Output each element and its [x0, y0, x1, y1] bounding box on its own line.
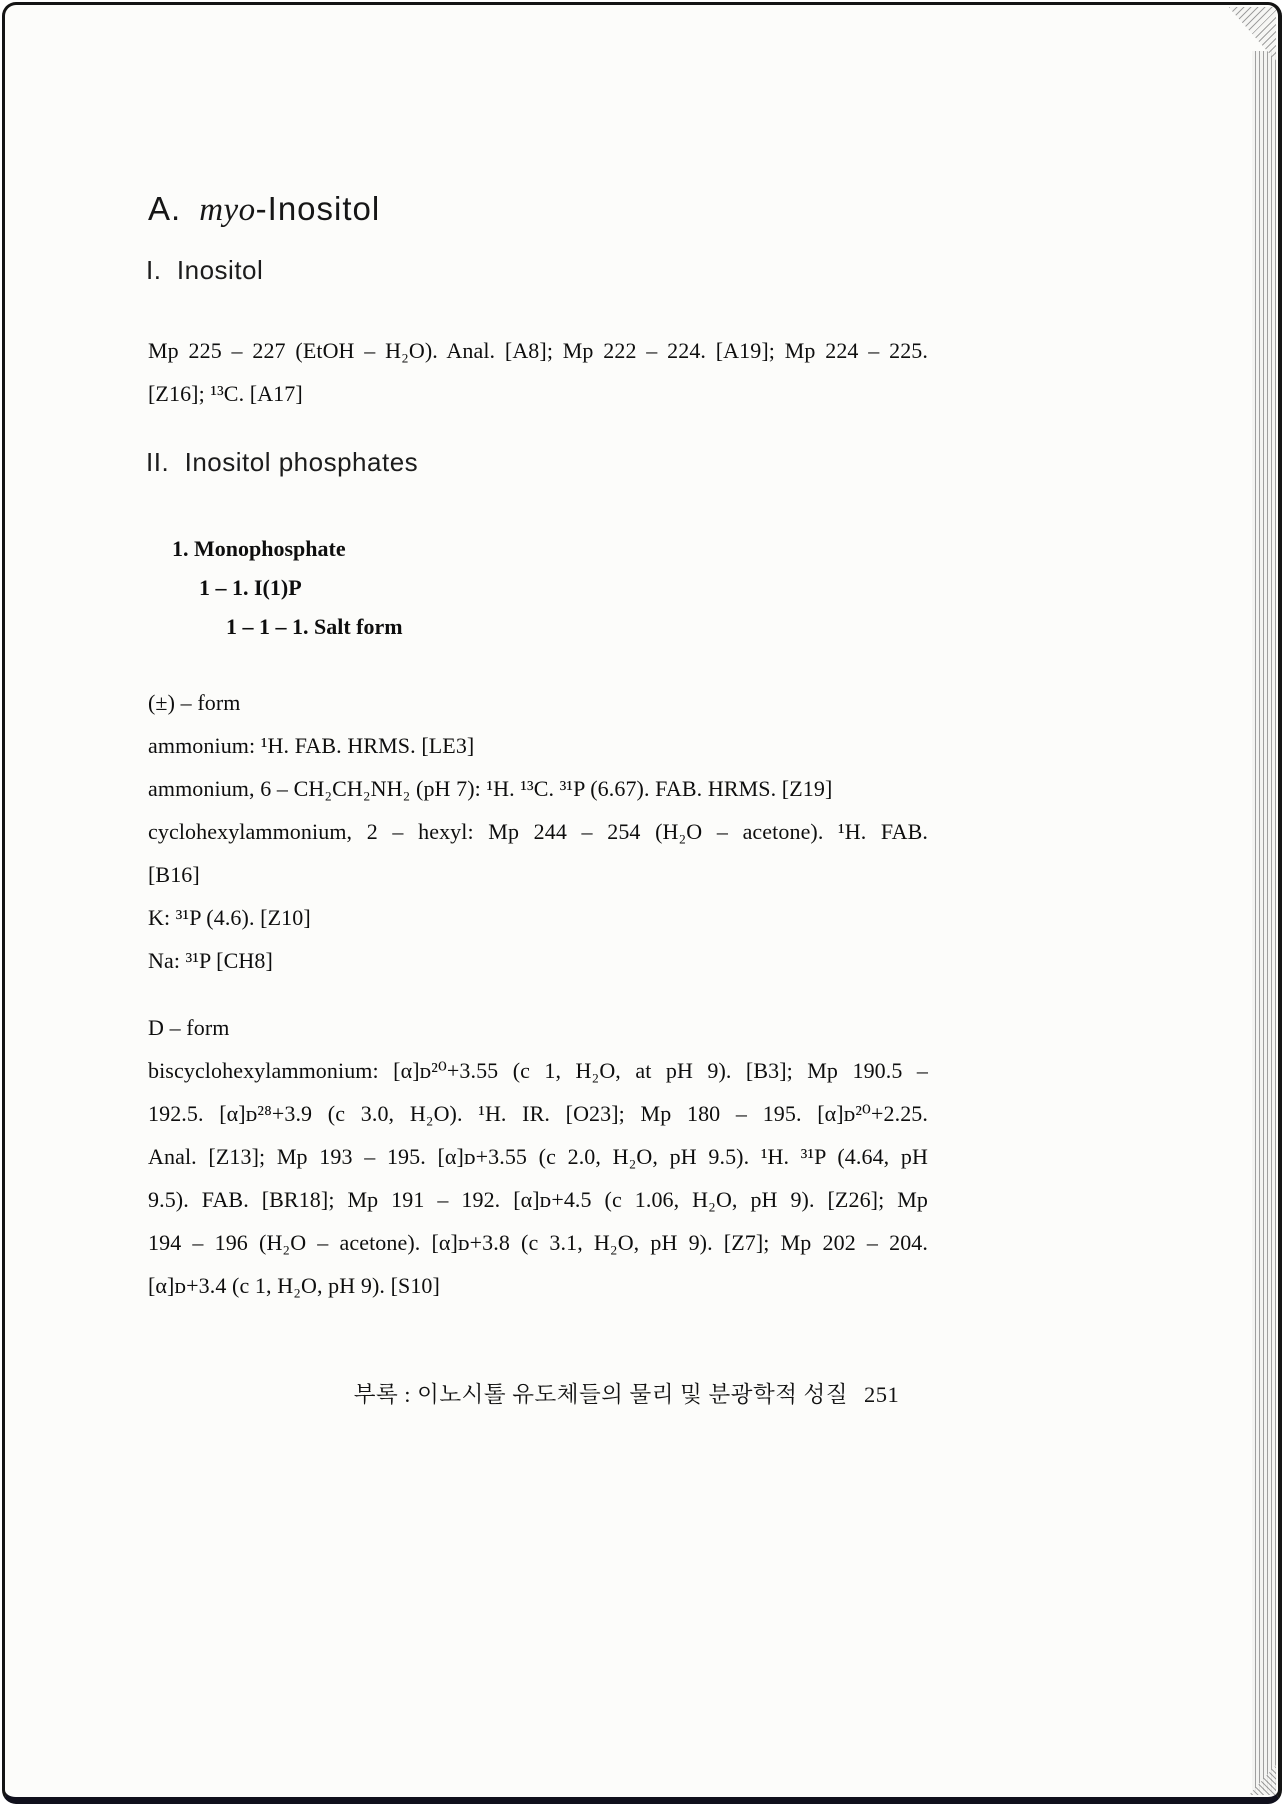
subheading-list — [172, 529, 403, 646]
page-number: 251 — [864, 1382, 900, 1407]
section-heading-phosphates: II. Inositol phosphates — [146, 447, 419, 477]
text-line: K: ³¹P (4.6). [Z10] — [148, 905, 311, 930]
text-line: [B16] — [148, 862, 200, 887]
title-prefix: A. — [148, 190, 182, 227]
form-label: D – form — [148, 1015, 230, 1040]
subheading-monophosphate: 1. Monophosphate — [172, 536, 346, 561]
section-heading-inositol: I. Inositol — [146, 255, 264, 285]
title-suffix: -Inositol — [255, 190, 381, 227]
subheading-salt-form: 1 – 1 – 1. Salt form — [226, 614, 403, 639]
title-species-italic: myo — [199, 192, 256, 228]
page-stack-edge-right — [1252, 51, 1276, 1791]
text-line: cyclohexylammonium, 2 – hexyl: Mp 244 – 254 (H₂O – acetone). ¹H. FAB. — [148, 819, 928, 844]
page-title — [148, 190, 380, 229]
text-line: ammonium, 6 – CH₂CH₂NH₂ (pH 7): ¹H. ¹³C. ³¹P (6.67). FAB. HRMS. [Z19] — [148, 776, 833, 801]
text-line: Na: ³¹P [CH8] — [148, 948, 273, 973]
text-line: 194 – 196 (H₂O – acetone). [α]ᴅ+3.8 (c 3.1, H₂O, pH 9). [Z7]; Mp 202 – 204. — [148, 1230, 928, 1255]
text-line: [α]ᴅ+3.4 (c 1, H₂O, pH 9). [S10] — [148, 1273, 440, 1298]
form-label: (±) – form — [148, 690, 241, 715]
text-line: 192.5. [α]ᴅ²⁸+3.9 (c 3.0, H₂O). ¹H. IR. [O23]; Mp 180 – 195. [α]ᴅ²⁰+2.25. — [148, 1101, 928, 1126]
text-line: [Z16]; ¹³C. [A17] — [148, 381, 303, 406]
text-line: Anal. [Z13]; Mp 193 – 195. [α]ᴅ+3.55 (c 2.0, H₂O, pH 9.5). ¹H. ³¹P (4.64, pH — [148, 1144, 928, 1169]
subheading-i1p: 1 – 1. I(1)P — [199, 575, 302, 600]
text-line: biscyclohexylammonium: [α]ᴅ²⁰+3.55 (c 1, H₂O, at pH 9). [B3]; Mp 190.5 – — [148, 1058, 928, 1083]
text-line: Mp 225 – 227 (EtOH – H₂O). Anal. [A8]; Mp 222 – 224. [A19]; Mp 224 – 225. — [148, 338, 928, 363]
book-page — [2, 2, 1282, 1804]
pm-form-entry — [148, 681, 928, 982]
d-form-entry — [148, 1006, 928, 1307]
text-line: 9.5). FAB. [BR18]; Mp 191 – 192. [α]ᴅ+4.5 (c 1.06, H₂O, pH 9). [Z26]; Mp — [148, 1187, 928, 1212]
page-footer — [5, 1377, 1248, 1409]
text-line: ammonium: ¹H. FAB. HRMS. [LE3] — [148, 733, 475, 758]
footer-caption: 부록 : 이노시톨 유도체들의 물리 및 분광학적 성질 — [353, 1382, 849, 1407]
inositol-data-paragraph — [148, 329, 928, 415]
